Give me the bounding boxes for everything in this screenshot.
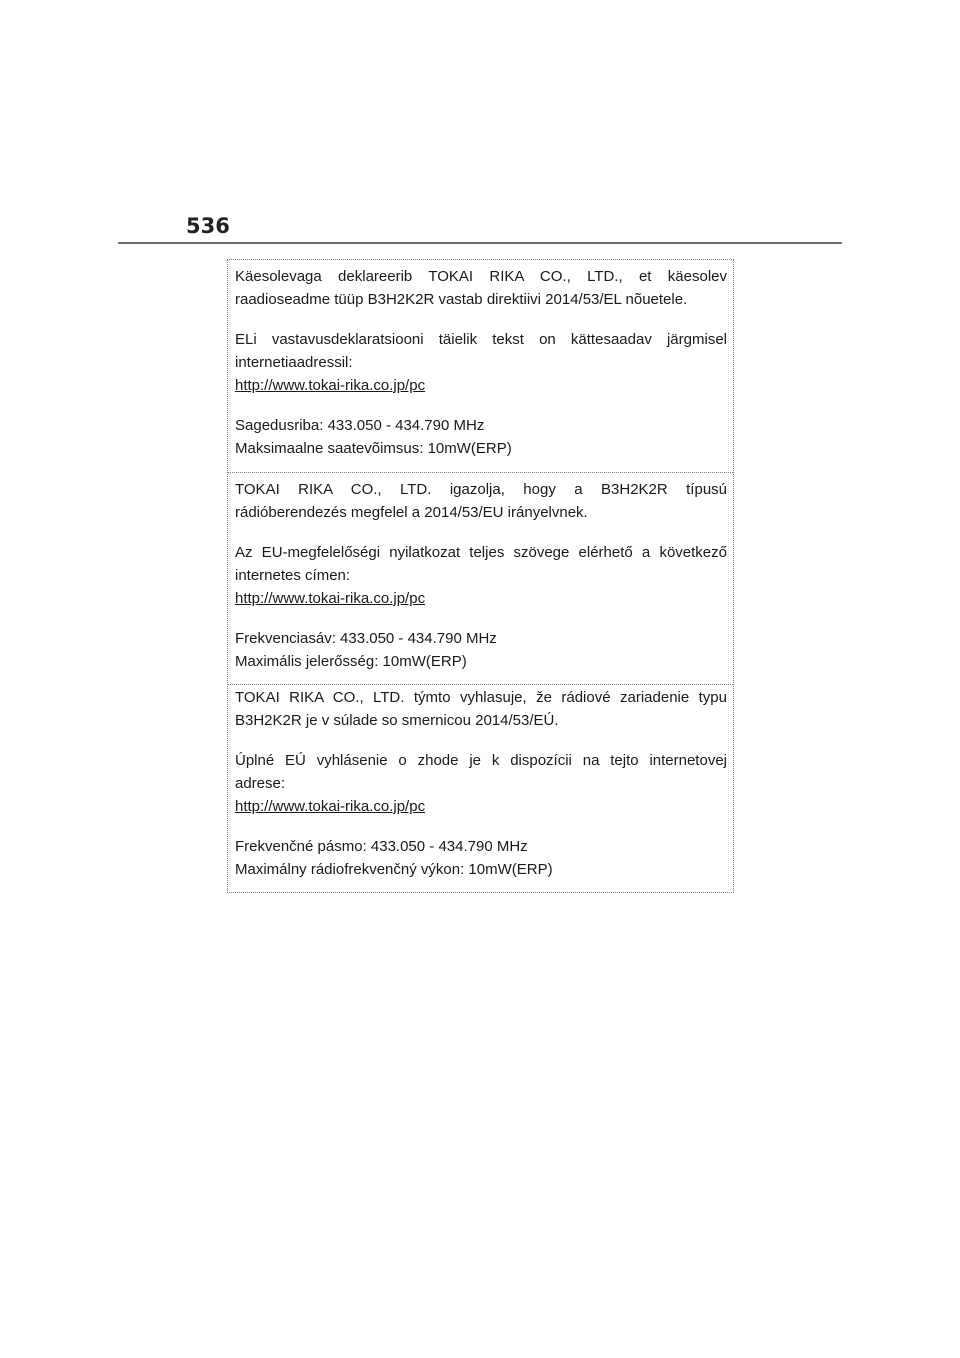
conformity-statement-line-2: B3H2K2R je v súlade so smernicou 2014/53/EÚ.: [235, 712, 559, 729]
frequency-band: Frekvenčné pásmo: 433.050 - 434.790 MHz: [235, 838, 528, 855]
full-text-notice-line-1: Úplné EÚ vyhlásenie o zhode je k dispozícii na tejto internetovej: [235, 752, 727, 769]
declaration-section-slovak: [228, 684, 733, 892]
full-text-notice: [235, 749, 727, 795]
declaration-section-estonian: [228, 260, 733, 472]
declaration-url-link[interactable]: http://www.tokai-rika.co.jp/pc: [235, 590, 426, 607]
declaration-url-link[interactable]: http://www.tokai-rika.co.jp/pc: [235, 377, 426, 394]
conformity-statement-line-1: Käesolevaga deklareerib TOKAI RIKA CO., LTD., et käesolev: [235, 268, 727, 285]
conformity-statement: [235, 686, 727, 732]
conformity-statement: [235, 478, 727, 524]
header-rule: [118, 242, 842, 244]
conformity-statement: [235, 265, 727, 311]
conformity-statement-line-1: TOKAI RIKA CO., LTD. týmto vyhlasuje, že rádiové zariadenie typu: [235, 689, 727, 706]
declaration-box: [227, 259, 734, 893]
full-text-notice-line-1: Az EU-megfelelőségi nyilatkozat teljes szövege elérhető a következő: [235, 544, 727, 561]
full-text-notice-line-2: internetiaadressil:: [235, 354, 353, 371]
frequency-band: Frekvenciasáv: 433.050 - 434.790 MHz: [235, 630, 497, 647]
full-text-notice-line-2: adrese:: [235, 775, 286, 792]
max-power: Maximális jelerősség: 10mW(ERP): [235, 653, 467, 670]
conformity-statement-line-2: rádióberendezés megfelel a 2014/53/EU irányelvnek.: [235, 504, 588, 521]
page-number: 536: [186, 214, 230, 238]
declaration-section-hungarian: [228, 472, 733, 684]
conformity-statement-line-1: TOKAI RIKA CO., LTD. igazolja, hogy a B3H2K2R típusú: [235, 481, 727, 498]
full-text-notice-line-1: ELi vastavusdeklaratsiooni täielik tekst on kättesaadav järgmisel: [235, 331, 727, 348]
frequency-band: Sagedusriba: 433.050 - 434.790 MHz: [235, 417, 485, 434]
max-power: Maximálny rádiofrekvenčný výkon: 10mW(ERP): [235, 861, 553, 878]
full-text-notice: [235, 541, 727, 587]
conformity-statement-line-2: raadioseadme tüüp B3H2K2R vastab direktiivi 2014/53/EL nõuetele.: [235, 291, 688, 308]
max-power: Maksimaalne saatevõimsus: 10mW(ERP): [235, 440, 512, 457]
declaration-url-link[interactable]: http://www.tokai-rika.co.jp/pc: [235, 798, 426, 815]
full-text-notice: [235, 328, 727, 374]
full-text-notice-line-2: internetes címen:: [235, 567, 351, 584]
